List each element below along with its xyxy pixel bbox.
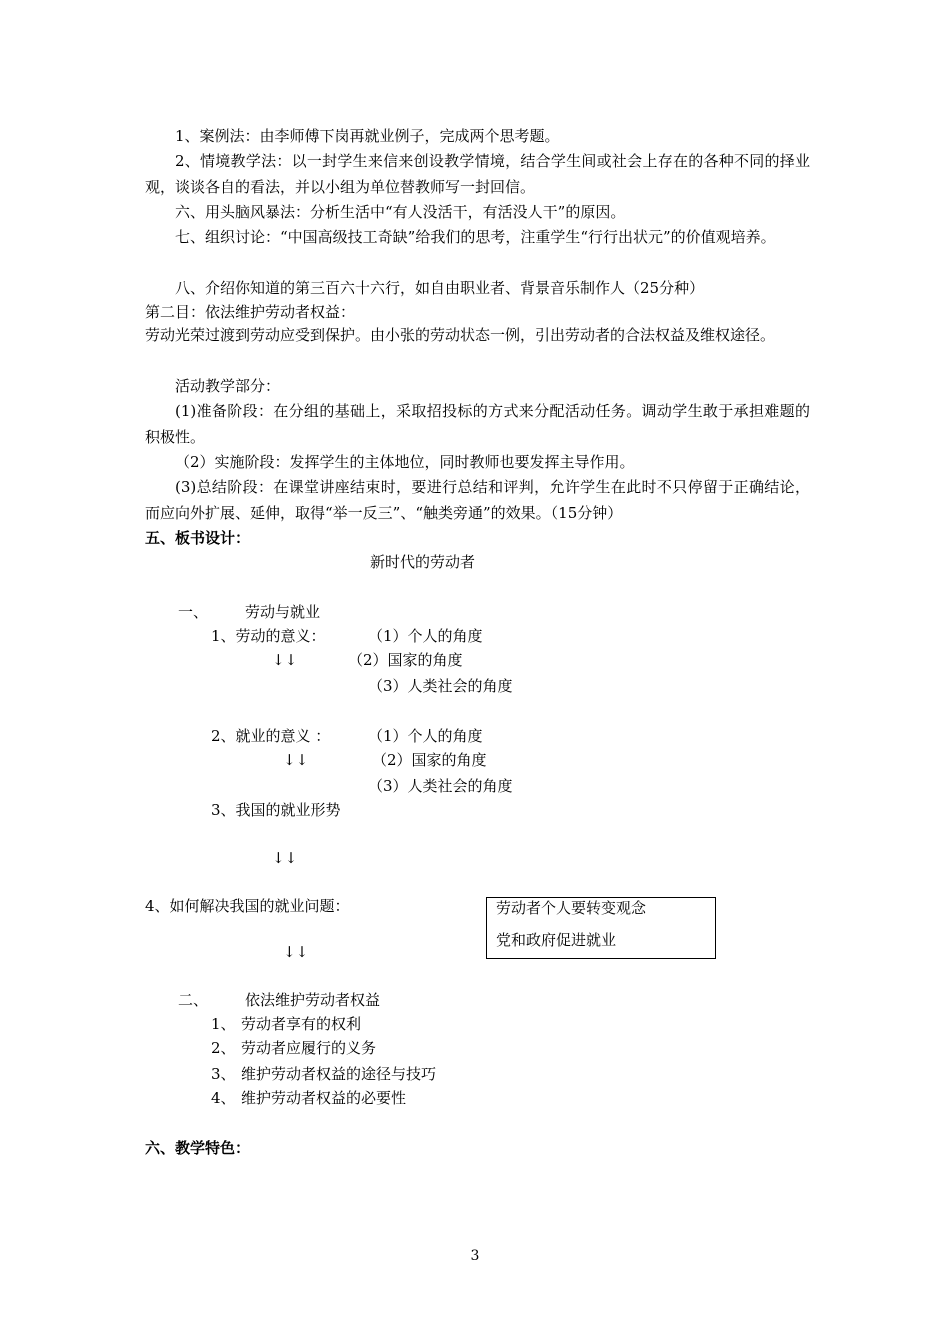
methods-number: 3、: [211, 1065, 236, 1083]
part1-number: 一、: [178, 603, 209, 621]
activity-stage-1: (1)准备阶段：在分组的基础上，采取招投标的方式来分配活动任务。调动学生敢于承担难题的积极性。: [145, 402, 810, 446]
solution-individual: 劳动者个人要转变观念: [496, 899, 647, 917]
item2-desc: 劳动光荣过渡到劳动应受到保护。由小张的劳动状态一例，引出劳动者的合法权益及维权途径。: [145, 326, 776, 344]
board-title: 新时代的劳动者: [370, 553, 476, 571]
section6-heading: 六、教学特色：: [145, 1139, 251, 1157]
labor-society: （3）人类社会的角度: [368, 677, 513, 695]
solve-employment: 4、如何解决我国的就业问题：: [145, 897, 350, 915]
duties-number: 2、: [211, 1039, 236, 1057]
rights-number: 1、: [211, 1015, 236, 1033]
employment-society: （3）人类社会的角度: [368, 777, 513, 795]
page-number: 3: [470, 1248, 480, 1264]
employment-meaning: 2、就业的意义 ：: [211, 727, 331, 745]
section5-heading: 五、板书设计：: [145, 529, 251, 547]
arrows-4: ↓↓: [283, 943, 309, 961]
method-case: 1、案例法：由李师傅下岗再就业例子，完成两个思考题。: [175, 127, 560, 145]
arrows-3: ↓↓: [272, 849, 298, 867]
activity-stage-3: (3)总结阶段：在课堂讲座结束时，要进行总结和评判，允许学生在此时不只停留于正确结论，而应向外扩展、延伸，取得“举一反三”、“触类旁通”的效果。（15分钟）: [145, 478, 810, 522]
part2-number: 二、: [178, 991, 209, 1009]
labor-personal: （1）个人的角度: [368, 627, 483, 645]
method-situation: 2、情境教学法：以一封学生来信来创设教学情境，结合学生间或社会上存在的各种不同的择业观，谈谈各自的看法，并以小组为单位替教师写一封回信。: [145, 152, 810, 196]
employment-national: （2）国家的角度: [372, 751, 487, 769]
employment-personal: （1）个人的角度: [368, 727, 483, 745]
rights-label: 劳动者享有的权利: [241, 1015, 362, 1033]
necessity-number: 4、: [211, 1089, 236, 1107]
part2-title: 依法维护劳动者权益: [245, 991, 381, 1009]
part1-title: 劳动与就业: [245, 603, 321, 621]
labor-meaning: 1、劳动的意义：: [211, 627, 326, 645]
method-brainstorm: 六、用头脑风暴法：分析生活中“有人没活干，有活没人干”的原因。: [175, 203, 626, 221]
method-introduce: 八、介绍你知道的第三百六十六行，如自由职业者、背景音乐制作人（25分种）: [175, 279, 705, 297]
arrows-1: ↓↓: [272, 651, 298, 669]
labor-national: （2）国家的角度: [348, 651, 463, 669]
employment-situation: 3、我国的就业形势: [211, 801, 341, 819]
methods-label: 维护劳动者权益的途径与技巧: [241, 1065, 437, 1083]
arrows-2: ↓↓: [283, 751, 309, 769]
activity-stage-2: （2）实施阶段：发挥学生的主体地位，同时教师也要发挥主导作用。: [175, 453, 635, 471]
solution-government: 党和政府促进就业: [496, 931, 617, 949]
item2-title: 第二目：依法维护劳动者权益：: [145, 303, 356, 321]
necessity-label: 维护劳动者权益的必要性: [241, 1089, 407, 1107]
method-discussion: 七、组织讨论：“中国高级技工奇缺”给我们的思考，注重学生“行行出状元”的价值观培养。: [175, 228, 776, 246]
duties-label: 劳动者应履行的义务: [241, 1039, 377, 1057]
activity-heading: 活动教学部分：: [175, 377, 281, 395]
